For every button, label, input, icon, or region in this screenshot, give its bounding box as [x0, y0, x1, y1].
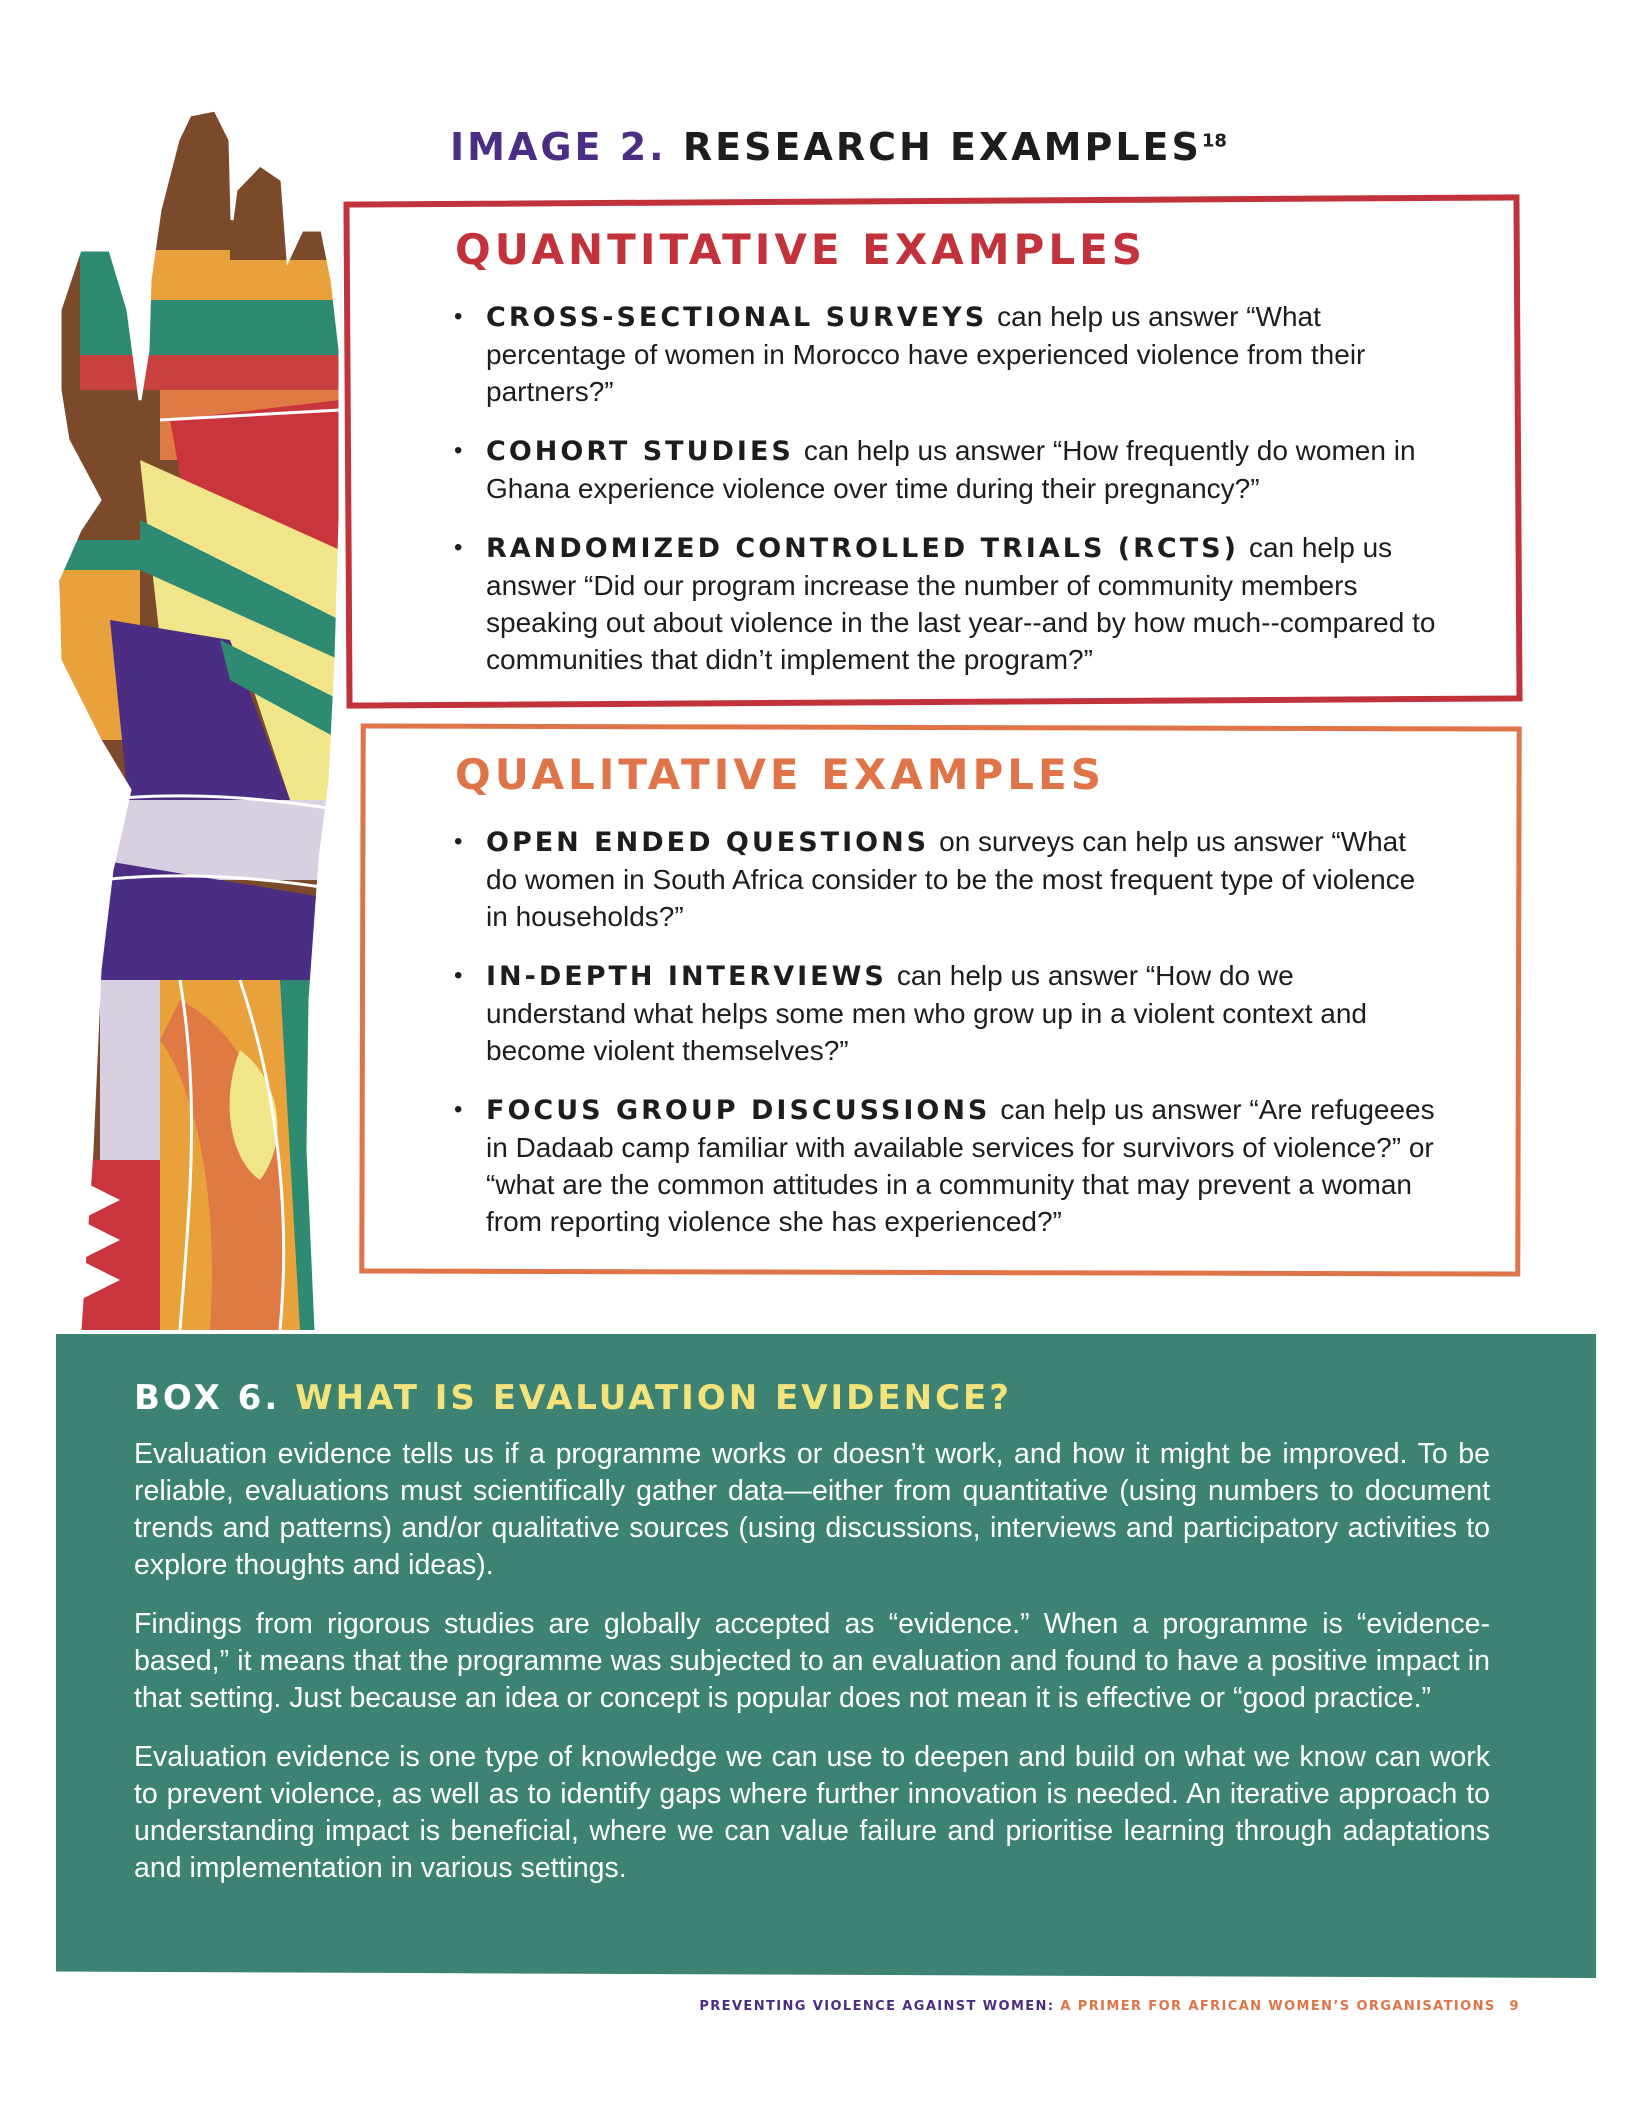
item-text: on surveys can help us answer “What do women in South Africa consider to be the most frequent type of violence in households?”: [486, 826, 1416, 932]
list-item: [450, 529, 1440, 678]
list-item: [450, 957, 1440, 1069]
image-heading-label: IMAGE 2.: [450, 125, 667, 169]
list-item: [450, 1091, 1440, 1240]
list-item: [450, 432, 1440, 507]
qualitative-title: QUALITATIVE EXAMPLES: [455, 750, 1105, 799]
item-term: OPEN ENDED QUESTIONS: [486, 827, 930, 858]
box6-body: [134, 1436, 1490, 1909]
item-text: can help us answer “How do we understand what helps some men who grow up in a violent context and become violent themselves?”: [486, 960, 1367, 1066]
image-heading: [450, 125, 1227, 169]
item-text: can help us answer “Are refugeees in Dadaab camp familiar with available services for survivors of violence?” or “what are the common attitudes in a community that may prevent a woman from reporting violence she has experienced?”: [486, 1094, 1435, 1237]
page-footer: [699, 1999, 1520, 2014]
quantitative-title: QUANTITATIVE EXAMPLES: [455, 225, 1147, 274]
box6-title: [134, 1378, 1012, 1418]
item-text: can help us answer “Did our program increase the number of community members speaking out about violence in the last year--and by how much--compared to communities that didn’t implement the program?”: [486, 532, 1436, 675]
box6-paragraph: Findings from rigorous studies are globally accepted as “evidence.” When a programme is “evidence-based,” it means that the programme was subjected to an evaluation and found to have a positive impact in that setting. Just because an idea or concept is popular does not mean it is effective or “good practice.”: [134, 1608, 1490, 1714]
list-item: [450, 298, 1440, 410]
quantitative-list: [450, 298, 1440, 700]
footnote-marker: 18: [1201, 130, 1227, 152]
box6-paragraph: Evaluation evidence tells us if a programme works or doesn’t work, and how it might be improved. To be reliable, evaluations must scientifically gather data—either from quantitative (using numbers to document trends and patterns) and/or qualitative sources (using discussions, interviews and participatory activities to explore thoughts and ideas).: [134, 1438, 1490, 1581]
image-heading-title: RESEARCH EXAMPLES: [682, 125, 1202, 169]
item-text: can help us answer “How frequently do women in Ghana experience violence over time during their pregnancy?”: [486, 435, 1416, 504]
box6-paragraph: Evaluation evidence is one type of knowledge we can use to deepen and build on what we know can work to prevent violence, as well as to identify gaps where further innovation is needed. An iterative approach to understanding impact is beneficial, where we can value failure and prioritise learning through adaptations and implementation in various settings.: [134, 1741, 1490, 1884]
footer-title: PREVENTING VIOLENCE AGAINST WOMEN:: [699, 1999, 1055, 2014]
item-term: RANDOMIZED CONTROLLED TRIALS (RCTS): [486, 533, 1239, 564]
box6-heading: WHAT IS EVALUATION EVIDENCE?: [295, 1378, 1012, 1418]
list-item: [450, 823, 1440, 935]
page-number: 9: [1509, 1999, 1520, 2014]
item-term: COHORT STUDIES: [486, 436, 794, 467]
box6-label: BOX 6.: [134, 1378, 281, 1418]
item-term: CROSS-SECTIONAL SURVEYS: [486, 302, 988, 333]
qualitative-list: [450, 823, 1440, 1262]
item-term: FOCUS GROUP DISCUSSIONS: [486, 1095, 991, 1126]
item-term: IN-DEPTH INTERVIEWS: [486, 961, 887, 992]
item-text: can help us answer “What percentage of women in Morocco have experienced violence from their partners?”: [486, 301, 1366, 407]
footer-subtitle: A PRIMER FOR AFRICAN WOMEN’S ORGANISATIONS: [1060, 1999, 1496, 2014]
